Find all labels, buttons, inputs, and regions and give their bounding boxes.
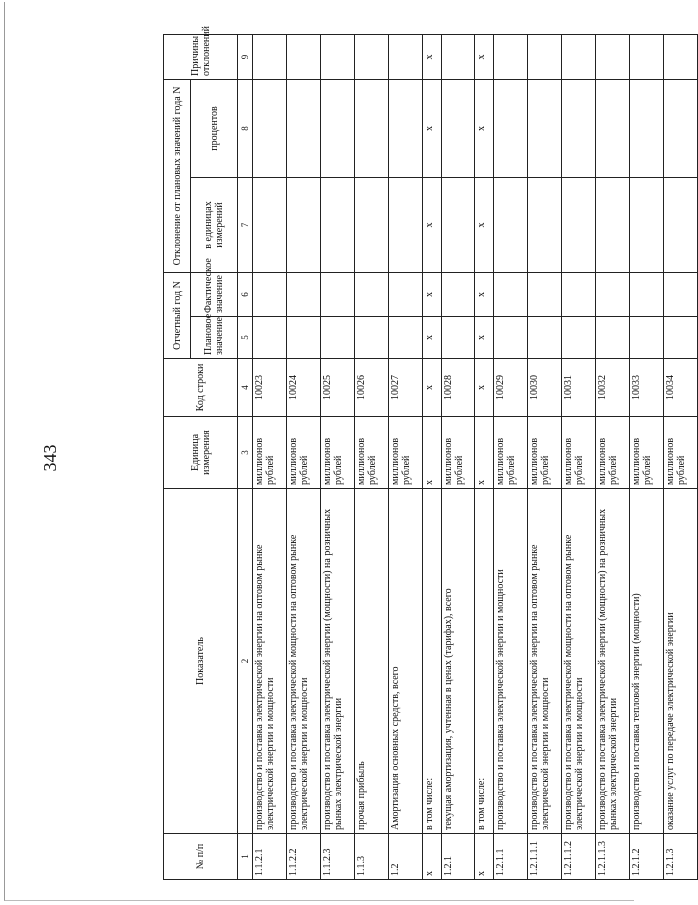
row-indicator: в том числе: [475,489,494,834]
row-unit: миллионов рублей [528,417,562,489]
header-dev-units: в единицах измерений [191,177,238,272]
row-number: 1.2.1.1.3 [596,834,630,880]
table-row [422,34,441,879]
col-number: 5 [238,317,253,359]
row-unit: миллионов рублей [596,417,630,489]
row-actual-value [494,272,528,316]
row-plan-value [354,317,388,359]
table-row [528,34,562,879]
row-reason [494,34,528,79]
row-plan-value [253,317,287,359]
row-indicator: производство и поставка электрической мощности на оптовом рынке электрической энергии и мощности [562,489,596,834]
row-code: x [475,359,494,417]
row-unit: миллионов рублей [663,417,697,489]
row-code: 10029 [494,359,528,417]
row-number: 1.1.2.2 [286,834,320,880]
col-number: 2 [238,489,253,834]
row-reason [663,34,697,79]
row-code: x [422,359,441,417]
row-unit: x [475,417,494,489]
row-number: 1.2.1.1.2 [562,834,596,880]
row-plan-value [630,317,664,359]
row-code: 10034 [663,359,697,417]
row-code: 10031 [562,359,596,417]
table-row [630,34,664,879]
header-num: № п/п [164,834,238,880]
row-dev-percent [286,79,320,177]
row-dev-units [320,177,354,272]
row-dev-units [354,177,388,272]
row-dev-percent [354,79,388,177]
row-unit: миллионов рублей [253,417,287,489]
indicator-table [163,26,698,880]
table-row [663,34,697,879]
row-code: 10025 [320,359,354,417]
header-reason: Причины отклонений [164,34,238,79]
row-code: 10033 [630,359,664,417]
row-number: 1.2.1.2 [630,834,664,880]
table-row [596,34,630,879]
table-body [253,34,698,879]
row-reason: x [475,34,494,79]
row-dev-percent [562,79,596,177]
table-row [475,34,494,879]
row-dev-percent [663,79,697,177]
row-number: 1.1.2.1 [253,834,287,880]
row-actual-value [388,272,422,316]
row-indicator: текущая амортизация, учтенная в ценах (тарифах), всего [441,489,475,834]
row-dev-units [562,177,596,272]
row-actual-value: x [422,272,441,316]
row-unit: миллионов рублей [562,417,596,489]
table-row [354,34,388,879]
row-actual-value [320,272,354,316]
row-dev-units [253,177,287,272]
page-number: 343 [40,444,60,472]
row-plan-value [596,317,630,359]
row-indicator: производство и поставка тепловой энергии (мощности) [630,489,664,834]
row-reason [253,34,287,79]
row-unit: миллионов рублей [630,417,664,489]
row-plan-value [388,317,422,359]
row-reason [441,34,475,79]
row-plan-value: x [475,317,494,359]
row-actual-value [286,272,320,316]
row-number: 1.1.2.3 [320,834,354,880]
row-dev-percent [596,79,630,177]
row-reason [354,34,388,79]
row-indicator: производство и поставка электрической энергии (мощности) на розничных рынках электрической энергии [320,489,354,834]
row-unit: миллионов рублей [320,417,354,489]
row-unit: миллионов рублей [354,417,388,489]
table-row [441,34,475,879]
row-actual-value [354,272,388,316]
row-actual-value [562,272,596,316]
table-row [388,34,422,879]
row-dev-percent [320,79,354,177]
header-code: Код строки [164,359,238,417]
row-actual-value [663,272,697,316]
row-number: 1.2.1.1 [494,834,528,880]
row-code: 10023 [253,359,287,417]
row-unit: миллионов рублей [388,417,422,489]
row-dev-units [528,177,562,272]
row-indicator: прочая прибыль [354,489,388,834]
row-actual-value [630,272,664,316]
row-dev-percent [441,79,475,177]
row-indicator: в том числе: [422,489,441,834]
row-plan-value [663,317,697,359]
table-row [320,34,354,879]
row-number: 1.2.1.3 [663,834,697,880]
row-actual-value [596,272,630,316]
row-number: 1.2.1 [441,834,475,880]
header-indicator: Показатель [164,489,238,834]
row-indicator: производство и поставка электрической энергии на оптовом рынке электрической энергии и мощности [253,489,287,834]
row-number: x [475,834,494,880]
header-deviation: Отклонение от плановых значений года N [164,79,191,272]
row-number: x [422,834,441,880]
row-dev-percent [253,79,287,177]
row-reason [630,34,664,79]
row-plan-value: x [422,317,441,359]
row-indicator: производство и поставка электрической энергии на оптовом рынке электрической энергии и мощности [528,489,562,834]
table-row [253,34,287,879]
row-dev-units [441,177,475,272]
row-plan-value [562,317,596,359]
row-reason: x [422,34,441,79]
row-plan-value [441,317,475,359]
row-indicator: производство и поставка электрической энергии (мощности) на розничных рынках электрической энергии [596,489,630,834]
row-code: 10027 [388,359,422,417]
row-unit: миллионов рублей [494,417,528,489]
row-code: 10028 [441,359,475,417]
row-unit: x [422,417,441,489]
row-indicator: Амортизация основных средств, всего [388,489,422,834]
row-dev-units [286,177,320,272]
row-number: 1.1.3 [354,834,388,880]
col-number: 9 [238,34,253,79]
row-dev-units [630,177,664,272]
row-unit: миллионов рублей [286,417,320,489]
row-actual-value: x [475,272,494,316]
col-number: 4 [238,359,253,417]
col-number: 3 [238,417,253,489]
row-unit: миллионов рублей [441,417,475,489]
row-dev-percent: x [475,79,494,177]
col-number: 8 [238,79,253,177]
header-actual-value: Фактическое значение [191,272,238,316]
row-plan-value [286,317,320,359]
col-number: 1 [238,834,253,880]
row-plan-value [528,317,562,359]
row-code: 10026 [354,359,388,417]
row-indicator: производство и поставка электрической мощности на оптовом рынке электрической энергии и мощности [286,489,320,834]
row-dev-percent [494,79,528,177]
row-reason [596,34,630,79]
row-indicator: оказание услуг по передаче электрической энергии [663,489,697,834]
row-number: 1.2.1.1.1 [528,834,562,880]
row-code: 10032 [596,359,630,417]
row-actual-value [253,272,287,316]
row-reason [528,34,562,79]
row-reason [388,34,422,79]
col-number: 7 [238,177,253,272]
row-number: 1.2 [388,834,422,880]
row-actual-value [528,272,562,316]
row-dev-units [494,177,528,272]
header-dev-percent: процентов [191,79,238,177]
column-number-row [238,34,253,879]
row-reason [562,34,596,79]
row-dev-units [596,177,630,272]
header-report-year: Отчетный год N [164,272,191,358]
row-dev-percent: x [422,79,441,177]
rotated-table-container [163,26,698,880]
row-dev-percent [388,79,422,177]
header-unit: Единица измерения [164,417,238,489]
row-dev-units: x [422,177,441,272]
row-code: 10024 [286,359,320,417]
row-plan-value [494,317,528,359]
row-dev-percent [630,79,664,177]
col-number: 6 [238,272,253,316]
row-code: 10030 [528,359,562,417]
row-dev-percent [528,79,562,177]
row-indicator: производство и поставка электрической энергии и мощности [494,489,528,834]
row-actual-value [441,272,475,316]
row-dev-units: x [475,177,494,272]
row-dev-units [663,177,697,272]
table-row [562,34,596,879]
row-reason [286,34,320,79]
row-plan-value [320,317,354,359]
row-reason [320,34,354,79]
table-header [164,26,253,879]
header-plan-value: Плановое значение [191,317,238,359]
table-row [286,34,320,879]
row-dev-units [388,177,422,272]
table-row [494,34,528,879]
